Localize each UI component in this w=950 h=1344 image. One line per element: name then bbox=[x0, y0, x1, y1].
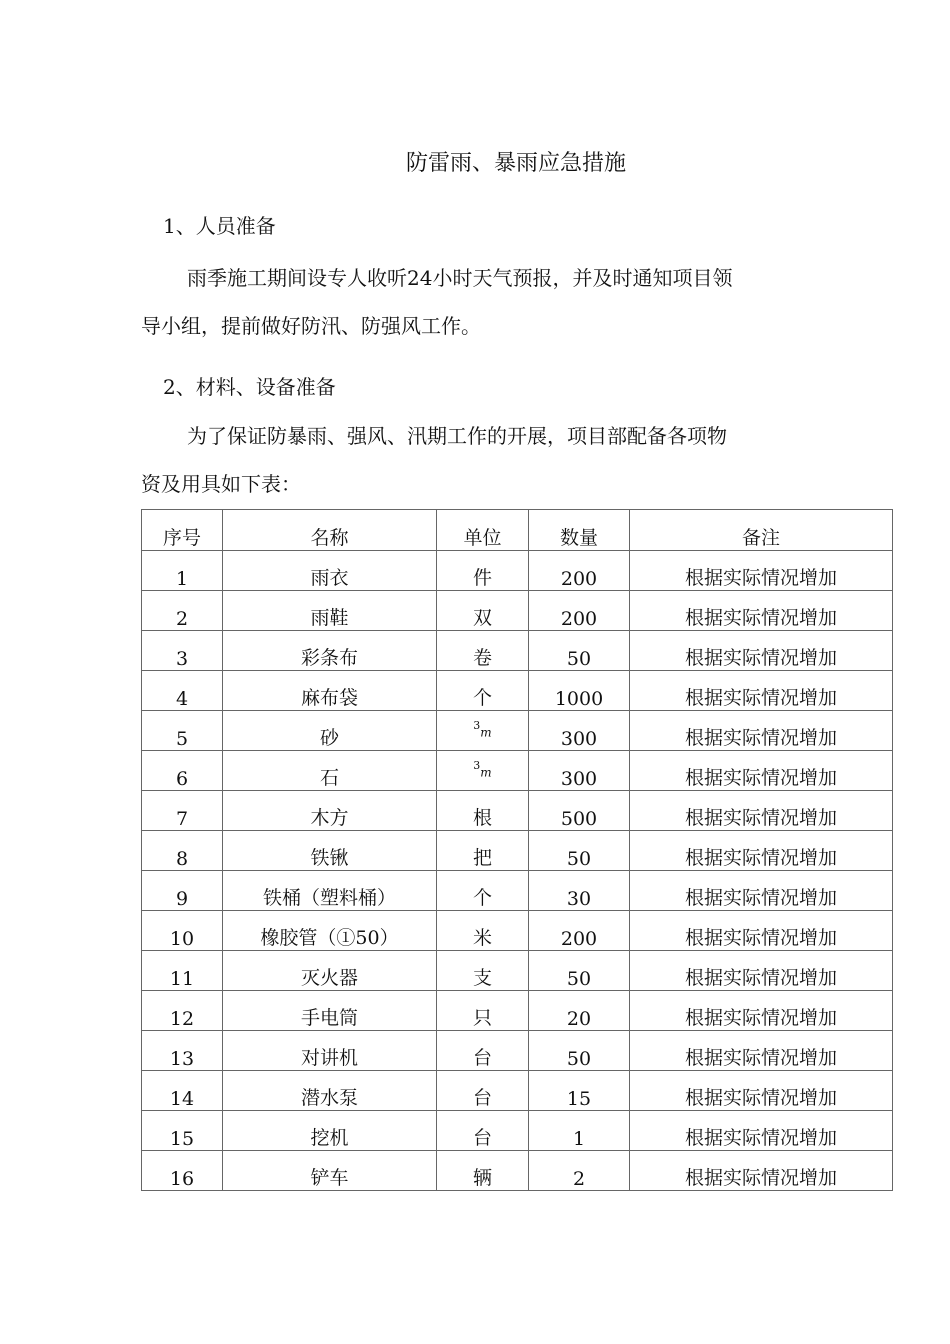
cell-quantity: 50 bbox=[529, 951, 630, 991]
document-title: 防雷雨、暴雨应急措施 bbox=[405, 151, 626, 176]
cell-remark: 根据实际情况增加 bbox=[630, 751, 893, 791]
cell-name: 灭火器 bbox=[223, 951, 437, 991]
cell-quantity: 20 bbox=[529, 991, 630, 1031]
cell-remark: 根据实际情况增加 bbox=[630, 991, 893, 1031]
table-row bbox=[142, 911, 893, 951]
cell-index: 10 bbox=[142, 911, 223, 951]
table-body bbox=[142, 551, 893, 1191]
cell-index: 7 bbox=[142, 791, 223, 831]
cell-unit: 台 bbox=[437, 1071, 529, 1111]
cell-unit: 卷 bbox=[437, 631, 529, 671]
cell-remark: 根据实际情况增加 bbox=[630, 831, 893, 871]
cell-name: 手电筒 bbox=[223, 991, 437, 1031]
cell-remark: 根据实际情况增加 bbox=[630, 871, 893, 911]
cell-unit bbox=[437, 751, 529, 791]
cell-index: 13 bbox=[142, 1031, 223, 1071]
cell-index: 5 bbox=[142, 711, 223, 751]
cell-quantity: 200 bbox=[529, 591, 630, 631]
cell-quantity: 50 bbox=[529, 1031, 630, 1071]
materials-paragraph-line-1: 为了保证防暴雨、强风、汛期工作的开展，项目部配备各项物 bbox=[187, 424, 727, 448]
cell-name: 砂 bbox=[223, 711, 437, 751]
cell-name: 潜水泵 bbox=[223, 1071, 437, 1111]
cell-index: 2 bbox=[142, 591, 223, 631]
unit-exponent: 3 bbox=[473, 759, 481, 773]
cell-name: 挖机 bbox=[223, 1111, 437, 1151]
cell-index: 4 bbox=[142, 671, 223, 711]
header-remark: 备注 bbox=[630, 510, 893, 551]
cell-unit: 台 bbox=[437, 1031, 529, 1071]
cell-name: 彩条布 bbox=[223, 631, 437, 671]
cell-name: 麻布袋 bbox=[223, 671, 437, 711]
cell-remark: 根据实际情况增加 bbox=[630, 551, 893, 591]
cell-quantity: 2 bbox=[529, 1151, 630, 1191]
cell-unit bbox=[437, 711, 529, 751]
cell-remark: 根据实际情况增加 bbox=[630, 1111, 893, 1151]
cell-remark: 根据实际情况增加 bbox=[630, 911, 893, 951]
cell-remark: 根据实际情况增加 bbox=[630, 631, 893, 671]
cell-remark: 根据实际情况增加 bbox=[630, 791, 893, 831]
cell-quantity: 300 bbox=[529, 711, 630, 751]
cell-unit: 个 bbox=[437, 871, 529, 911]
cell-unit: 台 bbox=[437, 1111, 529, 1151]
cell-index: 15 bbox=[142, 1111, 223, 1151]
unit-symbol: m bbox=[480, 725, 492, 740]
cell-index: 6 bbox=[142, 751, 223, 791]
cell-remark: 根据实际情况增加 bbox=[630, 671, 893, 711]
cell-name: 铁桶（塑料桶） bbox=[223, 871, 437, 911]
cell-unit: 只 bbox=[437, 991, 529, 1031]
cell-remark: 根据实际情况增加 bbox=[630, 1151, 893, 1191]
cell-index: 8 bbox=[142, 831, 223, 871]
cell-quantity: 200 bbox=[529, 551, 630, 591]
cell-quantity: 500 bbox=[529, 791, 630, 831]
cell-unit: 双 bbox=[437, 591, 529, 631]
section-heading-personnel: 1、人员准备 bbox=[163, 214, 276, 238]
cell-unit: 米 bbox=[437, 911, 529, 951]
table-row bbox=[142, 631, 893, 671]
cell-remark: 根据实际情况增加 bbox=[630, 591, 893, 631]
cell-remark: 根据实际情况增加 bbox=[630, 711, 893, 751]
cell-name: 石 bbox=[223, 751, 437, 791]
header-index: 序号 bbox=[142, 510, 223, 551]
cell-name: 橡胶管（①50） bbox=[223, 911, 437, 951]
section-heading-materials: 2、材料、设备准备 bbox=[163, 375, 336, 399]
cell-quantity: 30 bbox=[529, 871, 630, 911]
cell-quantity: 300 bbox=[529, 751, 630, 791]
cell-name: 铁锹 bbox=[223, 831, 437, 871]
cell-quantity: 1 bbox=[529, 1111, 630, 1151]
table-row bbox=[142, 951, 893, 991]
table-row bbox=[142, 831, 893, 871]
cell-quantity: 1000 bbox=[529, 671, 630, 711]
cell-unit: 支 bbox=[437, 951, 529, 991]
table-row bbox=[142, 1071, 893, 1111]
cell-index: 3 bbox=[142, 631, 223, 671]
cell-unit: 根 bbox=[437, 791, 529, 831]
table-header-row bbox=[142, 510, 893, 551]
header-unit: 单位 bbox=[437, 510, 529, 551]
cell-name: 雨衣 bbox=[223, 551, 437, 591]
table-row bbox=[142, 991, 893, 1031]
cell-index: 14 bbox=[142, 1071, 223, 1111]
cell-remark: 根据实际情况增加 bbox=[630, 1031, 893, 1071]
cell-name: 对讲机 bbox=[223, 1031, 437, 1071]
cell-quantity: 200 bbox=[529, 911, 630, 951]
cell-quantity: 50 bbox=[529, 831, 630, 871]
cell-unit: 把 bbox=[437, 831, 529, 871]
cell-quantity: 15 bbox=[529, 1071, 630, 1111]
table-row bbox=[142, 711, 893, 751]
cell-remark: 根据实际情况增加 bbox=[630, 951, 893, 991]
personnel-paragraph-line-2: 导小组，提前做好防汛、防强风工作。 bbox=[141, 314, 481, 338]
cell-index: 1 bbox=[142, 551, 223, 591]
table-row bbox=[142, 591, 893, 631]
cell-quantity: 50 bbox=[529, 631, 630, 671]
cell-index: 16 bbox=[142, 1151, 223, 1191]
cell-unit: 辆 bbox=[437, 1151, 529, 1191]
cell-unit: 个 bbox=[437, 671, 529, 711]
cell-index: 12 bbox=[142, 991, 223, 1031]
cell-name: 铲车 bbox=[223, 1151, 437, 1191]
cell-index: 9 bbox=[142, 871, 223, 911]
cell-name: 木方 bbox=[223, 791, 437, 831]
materials-paragraph-line-2: 资及用具如下表： bbox=[141, 472, 301, 496]
cell-remark: 根据实际情况增加 bbox=[630, 1071, 893, 1111]
table-row bbox=[142, 871, 893, 911]
cell-index: 11 bbox=[142, 951, 223, 991]
table-row bbox=[142, 671, 893, 711]
table-row bbox=[142, 1031, 893, 1071]
header-quantity: 数量 bbox=[529, 510, 630, 551]
materials-table bbox=[141, 509, 893, 1191]
header-name: 名称 bbox=[223, 510, 437, 551]
table-row bbox=[142, 751, 893, 791]
unit-exponent: 3 bbox=[473, 719, 481, 733]
personnel-paragraph-line-1: 雨季施工期间设专人收听24小时天气预报，并及时通知项目领 bbox=[187, 266, 733, 290]
unit-symbol: m bbox=[480, 765, 492, 780]
cell-name: 雨鞋 bbox=[223, 591, 437, 631]
cell-unit: 件 bbox=[437, 551, 529, 591]
table-row bbox=[142, 791, 893, 831]
table-row bbox=[142, 1151, 893, 1191]
table-row bbox=[142, 1111, 893, 1151]
table-row bbox=[142, 551, 893, 591]
